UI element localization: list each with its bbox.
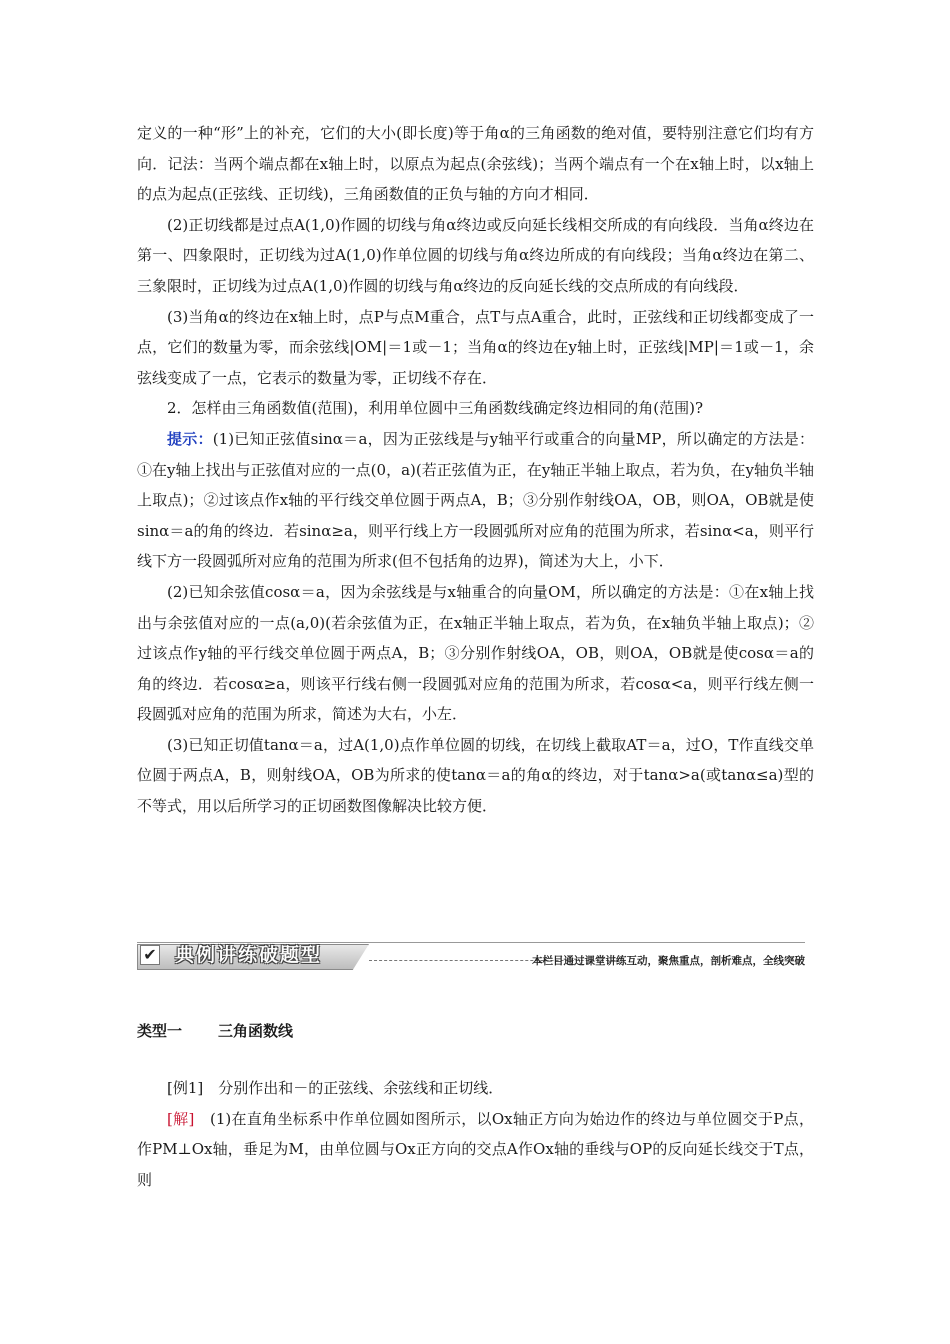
solution-label: [解]: [167, 1109, 195, 1128]
paragraph-tan: (3)已知正切值tanα＝a，过A(1,0)点作单位圆的切线，在切线上截取AT＝a，过O，T作直线交单位圆于两点A，B，则射线OA，OB为所求的使tanα＝a的角α的终边，对于tanα>a(或tanα≤a)型的不等式，用以后所学习的正切函数图像解决比较方便．: [137, 735, 814, 816]
solution-text: (1)在直角坐标系中作单位圆如图所示，以Ox轴正方向为始边作的终边与单位圆交于P点，作PM⊥Ox轴，垂足为M，由单位圆与Ox正方向的交点A作Ox轴的垂线与OP的反向延长线交于T点，则: [137, 1109, 814, 1189]
banner-title: 典例讲练破题型: [175, 944, 323, 966]
hint-paragraph: [137, 424, 814, 577]
hint-text: (1)已知正弦值sinα＝a，因为正弦线是与y轴平行或重合的向量MP，所以确定的方法是：①在y轴上找出与正弦值对应的一点(0，a)(若正弦值为正，在y轴正半轴上取点，若为负，在y轴负半轴上取点)；②过该点作x轴的平行线交单位圆于两点A，B；③分别作射线OA，OB，则OA，OB就是使sinα＝a的角的终边．若sinα≥a，则平行线上方一段圆弧所对应角的范围为所求，若sinα<a，则平行线下方一段圆弧所对应角的范围为所求(但不包括角的边界)，简述为大上，小下．: [137, 429, 814, 571]
main-text: [137, 118, 814, 822]
example-title: [例1] 分别作出和－的正弦线、余弦线和正切线．: [167, 1079, 504, 1097]
banner-note: 本栏目通过课堂讲练互动，聚焦重点，剖析难点，全线突破: [532, 955, 805, 967]
paragraph-3: (3)当角α的终边在x轴上时，点P与点M重合，点T与点A重合，此时，正弦线和正切线都变成了一点，它们的数量为零，而余弦线|OM|＝1或－1；当角α的终边在y轴上时，正弦线|MP|＝1或－1，余弦线变成了一点，它表示的数量为零，正切线不存在．: [137, 307, 814, 387]
solution-paragraph: [137, 1104, 814, 1196]
check-icon: ✔: [140, 945, 160, 965]
paragraph-1: 定义的一种“形”上的补充，它们的大小(即长度)等于角α的三角函数的绝对值，要特别注意它们均有方向．记法：当两个端点都在x轴上时，以原点为起点(余弦线)；当两个端点有一个在x轴上时，以x轴上的点为起点(正弦线、正切线)，三角函数值的正负与轴的方向才相同．: [137, 124, 814, 204]
section-name: 三角函数线: [218, 1022, 294, 1040]
section-label: 类型一: [137, 1022, 183, 1040]
question-2: 2．怎样由三角函数值(范围)，利用单位圆中三角函数线确定终边相同的角(范围)?: [167, 399, 703, 418]
paragraph-2: (2)正切线都是过点A(1,0)作圆的切线与角α终边或反向延长线相交所成的有向线段．当角α终边在第一、四象限时，正切线为过A(1,0)作单位圆的切线与角α终边所成的有向线段；当角α终边在第二、三象限时，正切线为过点A(1,0)作圆的切线与角α终边的反向延长线的交点所成的有向线段．: [137, 215, 814, 295]
section-banner: [137, 942, 805, 972]
example-block: [137, 1073, 814, 1195]
paragraph-cos: (2)已知余弦值cosα＝a，因为余弦线是与x轴重合的向量OM，所以确定的方法是：①在x轴上找出与余弦值对应的一点(a,0)(若余弦值为正，在x轴正半轴上取点，若为负，在x轴负半轴上取点)；②过该点作y轴的平行线交单位圆于两点A，B；③分别作射线OA，OB，则OA，OB就是使cosα＝a的角的终边．若cosα≥a，则该平行线右侧一段圆弧对应角的范围为所求，若cosα<a，则平行线左侧一段圆弧对应角的范围为所求，简述为大右，小左．: [137, 582, 814, 724]
section-heading: [137, 1020, 293, 1041]
hint-label: 提示：: [167, 429, 213, 448]
